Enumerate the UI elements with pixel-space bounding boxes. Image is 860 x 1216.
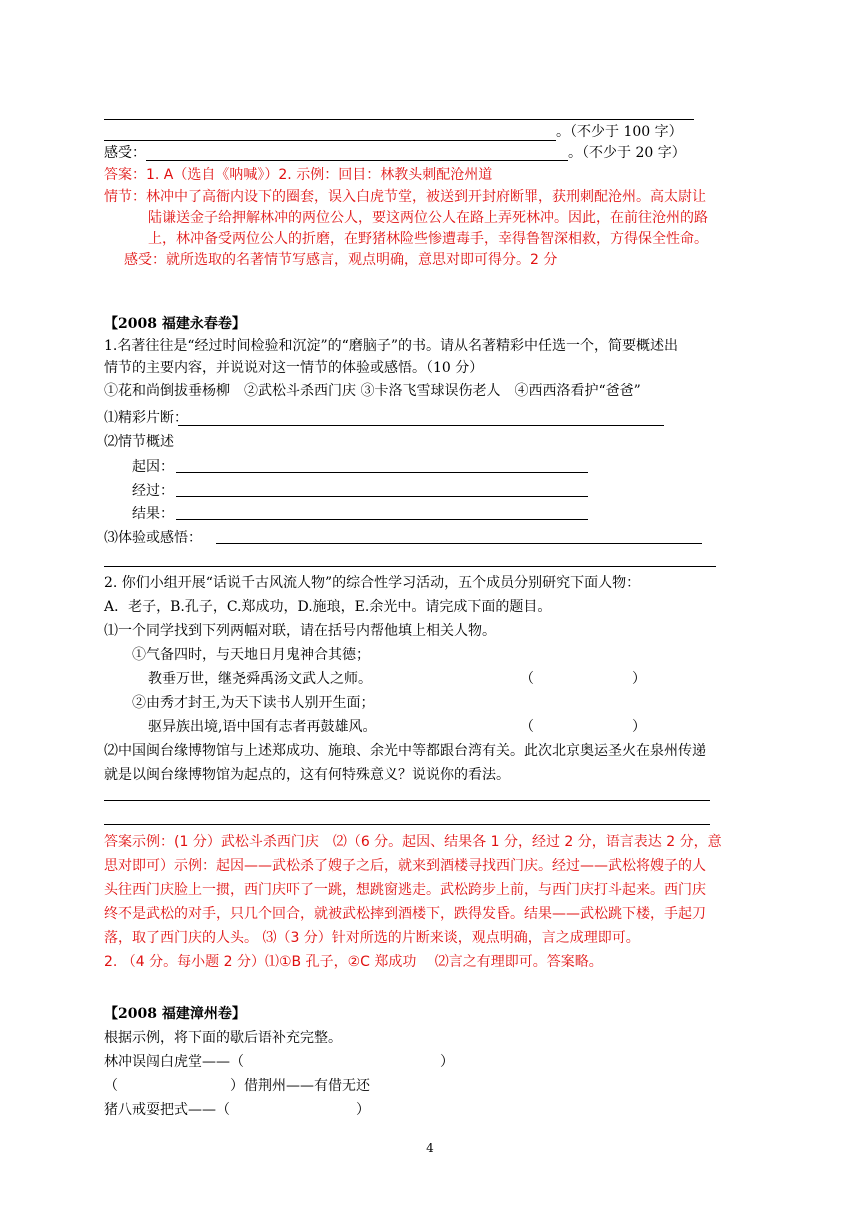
couplet-line: 驱异族出境,语中国有志者再鼓雄风。	[148, 719, 377, 735]
answer-text: 上，林冲备受两位公人的折磨，在野猪林险些惨遭毒手，幸得鲁智深相救，方得保全性命。	[148, 231, 708, 247]
options-text: ①花和尚倒拔垂杨柳 ②武松斗杀西门庆 ③卡洛飞雪球误伤老人 ④西西洛看护“爸爸”	[104, 383, 641, 399]
word-limit-note: 。（不少于 100 字）	[556, 124, 683, 140]
cause-label: 起因：	[132, 459, 174, 475]
question-text: A．老子，B.孔子，C.郑成功，D.施琅，E.余光中。请完成下面的题目。	[104, 599, 552, 615]
question-text: 2. 你们小组开展“话说千古风流人物”的综合性学习活动，五个成员分别研究下面人物：	[104, 575, 641, 591]
answer-line[interactable]	[104, 566, 716, 567]
word-limit-note: 。（不少于 20 字）	[568, 145, 686, 161]
answer-parentheses[interactable]: （ ）	[520, 671, 646, 687]
question-text: ⑴一个同学找到下列两幅对联，请在括号内帮他填上相关人物。	[104, 623, 496, 639]
answer-text: 落，取了西门庆的人头。 ⑶（3 分）针对所选的片断来谈，观点明确，言之成理即可。	[104, 930, 640, 946]
process-label: 经过：	[132, 483, 174, 499]
question-text: 就是以闽台缘博物馆为起点的，这有何特殊意义？说说你的看法。	[104, 767, 510, 783]
result-label: 结果：	[132, 506, 174, 522]
answer-line[interactable]	[176, 472, 588, 473]
answer-line[interactable]	[104, 119, 694, 120]
answer-line[interactable]	[104, 140, 556, 141]
answer-line[interactable]	[146, 160, 568, 161]
couplet-line: 教垂万世，继尧舜禹汤文武人之师。	[148, 671, 372, 687]
answer-text: 答案示例：(1 分）武松斗杀西门庆 ⑵（6 分。起因、结果各 1 分，经过 2 分，语言表达 2 分，意	[104, 834, 722, 850]
answer-text: 陆谦送金子给押解林冲的两位公人，要这两位公人在路上弄死林冲。因此，在前往沧州的路	[148, 210, 708, 226]
part-label: ⑴精彩片断：	[104, 410, 188, 426]
answer-line[interactable]	[104, 800, 710, 801]
page-number: 4	[426, 1141, 434, 1155]
answer-line[interactable]	[176, 519, 588, 520]
answer-text: 终不是武松的对手，只几个回合，就被武松摔到酒楼下，跌得发昏。结果——武松跳下楼，手起刀	[104, 906, 706, 922]
answer-line[interactable]	[104, 824, 710, 825]
section-heading: 【2008 福建永春卷】	[104, 316, 246, 332]
feeling-label: 感受：	[104, 145, 146, 161]
question-text: 情节的主要内容，并说说对这一情节的体验或感悟。（10 分）	[104, 360, 484, 376]
part-label: ⑵情节概述	[104, 434, 174, 450]
couplet-line: ①气备四时，与天地日月鬼神合其德；	[132, 647, 370, 663]
answer-text: 情节：林冲中了高衙内设下的圈套，误入白虎节堂，被送到开封府断罪，获刑刺配沧州。高太尉让	[104, 189, 706, 205]
question-text: 1.名著往往是“经过时间检验和沉淀”的“磨脑子”的书。请从名著精彩中任选一个，简要概述出	[104, 338, 678, 354]
question-text: ⑵中国闽台缘博物馆与上述郑成功、施琅、余光中等都跟台湾有关。此次北京奥运圣火在泉州传递	[104, 743, 706, 759]
answer-text: 感受：就所选取的名著情节写感言，观点明确，意思对即可得分。2 分	[124, 252, 558, 268]
section-heading: 【2008 福建漳州卷】	[104, 1006, 246, 1022]
saying-line: 猪八戒耍把式——（ ）	[104, 1102, 370, 1118]
answer-text: 头往西门庆脸上一掼，西门庆吓了一跳，想跳窗逃走。武松跨步上前，与西门庆打斗起来。西门庆	[104, 882, 706, 898]
saying-line: （ ）借荆州——有借无还	[104, 1078, 370, 1094]
couplet-line: ②由秀才封王,为天下读书人别开生面；	[132, 695, 375, 711]
saying-line: 林冲误闯白虎堂——（ ）	[104, 1054, 454, 1070]
answer-text: 思对即可）示例：起因——武松杀了嫂子之后，就来到酒楼寻找西门庆。经过——武松将嫂子的人	[104, 858, 706, 874]
answer-line[interactable]	[178, 425, 664, 426]
answer-line[interactable]	[176, 496, 588, 497]
question-text: 根据示例，将下面的歇后语补充完整。	[104, 1030, 342, 1046]
answer-text: 答案：1. A（选自《呐喊》）2. 示例：回目：林教头刺配沧州道	[104, 167, 493, 183]
answer-parentheses[interactable]: （ ）	[520, 719, 646, 735]
answer-line[interactable]	[216, 543, 702, 544]
answer-text: 2. （4 分。每小题 2 分）⑴①B 孔子，②C 郑成功 ⑵言之有理即可。答案略。	[104, 954, 603, 970]
part-label: ⑶体验或感悟：	[104, 530, 202, 546]
